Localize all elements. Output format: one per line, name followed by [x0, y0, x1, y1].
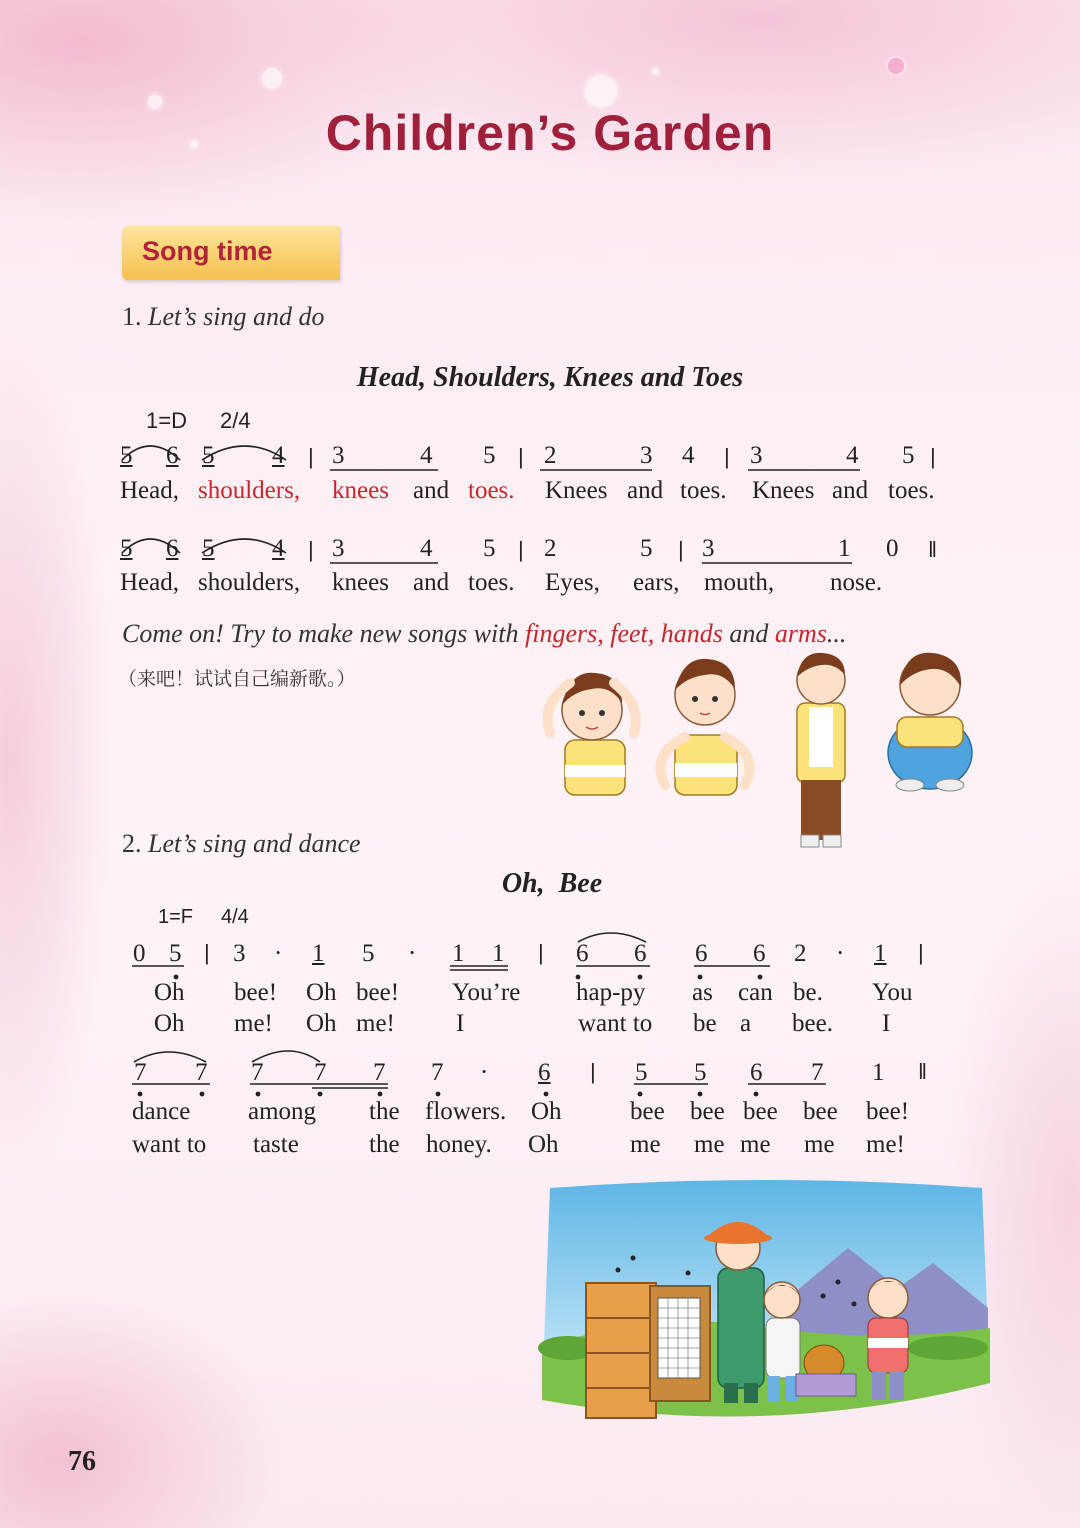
- part2-number: 2.: [122, 829, 142, 858]
- lyric: knees: [332, 569, 389, 596]
- lyric: bee!: [234, 979, 278, 1006]
- lyric: a: [740, 1010, 752, 1037]
- note-dot: ·: [274, 940, 283, 967]
- lyric: bee.: [792, 1010, 833, 1037]
- bar-line: |: [204, 940, 210, 965]
- bar-line: |: [918, 940, 924, 965]
- lyric: be.: [793, 979, 823, 1006]
- lyric: dance: [132, 1098, 191, 1125]
- bar-line: |: [590, 1059, 596, 1084]
- lyric: among: [248, 1098, 317, 1125]
- note: 6: [166, 442, 179, 469]
- beekeeping-illustration: [538, 1178, 994, 1422]
- note: 5: [120, 442, 133, 469]
- lyric: bee: [630, 1098, 665, 1125]
- note: 2: [544, 535, 557, 562]
- note: 1: [838, 535, 851, 562]
- bar-line: |: [930, 444, 936, 469]
- lyric: You’re: [452, 979, 521, 1006]
- prompt-text: ...: [826, 619, 847, 648]
- lyric: Oh: [306, 1010, 337, 1037]
- lyric: You: [872, 979, 913, 1006]
- note: 5: [483, 535, 496, 562]
- song1-key: 1=D: [146, 408, 187, 433]
- prompt-highlight: feet,: [610, 619, 655, 648]
- lyric: Head,: [120, 569, 179, 596]
- note: 6: [695, 940, 708, 967]
- note: 7: [811, 1059, 824, 1086]
- part2-instruction: Let’s sing and dance: [148, 829, 361, 858]
- note: 6: [538, 1059, 551, 1086]
- note: 5: [640, 535, 653, 562]
- note: 0: [133, 940, 146, 967]
- lyric: toes.: [680, 477, 727, 504]
- lyric: shoulders,: [198, 569, 301, 596]
- lyric: and: [413, 477, 450, 504]
- lyric-highlight: toes.: [468, 477, 515, 504]
- lyric-highlight: shoulders,: [198, 477, 301, 504]
- note: 4: [420, 535, 433, 562]
- note: 5: [635, 1059, 648, 1086]
- bar-line: |: [518, 444, 524, 469]
- lyric: Head,: [120, 477, 179, 504]
- lyric: toes.: [468, 569, 515, 596]
- note: 2: [544, 442, 557, 469]
- prompt-highlight: fingers,: [525, 619, 604, 648]
- lyric: Oh: [306, 979, 337, 1006]
- lyric: taste: [253, 1131, 299, 1158]
- lyric: me!: [356, 1010, 395, 1037]
- bar-line: |: [518, 537, 524, 562]
- lyric: bee!: [356, 979, 400, 1006]
- note: 4: [420, 442, 433, 469]
- note: 6: [634, 940, 647, 967]
- lyric: I: [456, 1010, 465, 1037]
- note: 6: [576, 940, 589, 967]
- part1-number: 1.: [122, 302, 142, 331]
- lyric: Oh: [528, 1131, 559, 1158]
- lyric: the: [369, 1098, 400, 1125]
- lyric: hap-py: [576, 979, 646, 1006]
- note: 7: [373, 1059, 386, 1086]
- section-tag-label: Song time: [142, 236, 273, 266]
- song2-title: Oh, Bee: [501, 868, 603, 899]
- note: 4: [846, 442, 859, 469]
- lyric: the: [369, 1131, 400, 1158]
- prompt-text: Come on! Try to make new songs with: [122, 619, 525, 648]
- end-bar-line: ‖: [928, 537, 938, 562]
- note: 6: [750, 1059, 763, 1086]
- lyric: toes.: [888, 477, 935, 504]
- page-title: Children’s Garden: [325, 105, 775, 161]
- lyric: Oh: [531, 1098, 562, 1125]
- note: 7: [195, 1059, 208, 1086]
- song2-time: 4/4: [221, 906, 249, 928]
- lyric: Knees: [752, 477, 815, 504]
- note: 2: [794, 940, 807, 967]
- note: 3: [332, 535, 345, 562]
- note: 7: [431, 1059, 444, 1086]
- prompt-text: and: [722, 619, 775, 648]
- note: 7: [251, 1059, 264, 1086]
- lyric: as: [692, 979, 713, 1006]
- note: 1: [312, 940, 325, 967]
- lyric: and: [413, 569, 450, 596]
- prompt-highlight: hands: [660, 619, 723, 648]
- lyric: me!: [234, 1010, 273, 1037]
- note: 1: [872, 1059, 885, 1086]
- lyric: bee: [690, 1098, 725, 1125]
- lyric: want to: [578, 1010, 653, 1037]
- prompt-highlight: arms: [774, 619, 827, 648]
- lyric: I: [882, 1010, 891, 1037]
- song2-key: 1=F: [158, 906, 194, 928]
- lyric: bee: [743, 1098, 778, 1125]
- note: 1: [874, 940, 887, 967]
- lyric: flowers.: [425, 1098, 507, 1125]
- part1-instruction: Let’s sing and do: [148, 302, 325, 331]
- note: 5: [362, 940, 375, 967]
- note: 1: [492, 940, 505, 967]
- lyric: me: [694, 1131, 725, 1158]
- lyric: Eyes,: [545, 569, 600, 596]
- lyric: and: [832, 477, 869, 504]
- note: 4: [272, 535, 285, 562]
- lyric: want to: [132, 1131, 207, 1158]
- note: 7: [314, 1059, 327, 1086]
- note: 3: [750, 442, 763, 469]
- song1-time: 2/4: [220, 408, 251, 433]
- note: 3: [640, 442, 653, 469]
- lyric-highlight: knees: [332, 477, 389, 504]
- bar-line: |: [538, 940, 544, 965]
- lyric: me!: [866, 1131, 905, 1158]
- note: 3: [702, 535, 715, 562]
- bar-line: |: [308, 537, 314, 562]
- note: 3: [233, 940, 246, 967]
- lyric: mouth,: [704, 569, 775, 596]
- note: 5: [202, 442, 215, 469]
- note: 5: [169, 940, 182, 967]
- bar-line: |: [308, 444, 314, 469]
- lyric: me: [740, 1131, 771, 1158]
- note: 3: [332, 442, 345, 469]
- bar-line: |: [724, 444, 730, 469]
- lyric: and: [627, 477, 664, 504]
- note-dot: ·: [480, 1059, 489, 1086]
- note-dot: ·: [836, 940, 845, 967]
- lyric: bee!: [866, 1098, 910, 1125]
- note: 5: [902, 442, 915, 469]
- lyric: honey.: [426, 1131, 492, 1158]
- lyric: me: [804, 1131, 835, 1158]
- song1-title: Head, Shoulders, Knees and Toes: [356, 362, 744, 393]
- lyric: Oh: [154, 1010, 185, 1037]
- note: 4: [682, 442, 695, 469]
- note: 5: [694, 1059, 707, 1086]
- lyric: nose.: [830, 569, 883, 596]
- note: 5: [483, 442, 496, 469]
- note: 0: [886, 535, 899, 562]
- lyric: Knees: [545, 477, 608, 504]
- note: 7: [134, 1059, 147, 1086]
- note: 6: [753, 940, 766, 967]
- prompt-translation: （来吧！试试自己编新歌。）: [118, 668, 356, 690]
- note: 5: [120, 535, 133, 562]
- page-number: 76: [68, 1446, 96, 1477]
- lyric: can: [738, 979, 773, 1006]
- note: 4: [272, 442, 285, 469]
- note: 6: [166, 535, 179, 562]
- lyric: ears,: [633, 569, 680, 596]
- lyric: Oh: [154, 979, 185, 1006]
- note-dot: ·: [408, 940, 417, 967]
- bar-line: |: [678, 537, 684, 562]
- end-bar-line: ‖: [918, 1059, 928, 1084]
- lyric: be: [693, 1010, 717, 1037]
- lyric: bee: [803, 1098, 838, 1125]
- note: 1: [452, 940, 465, 967]
- lyric: me: [630, 1131, 661, 1158]
- note: 5: [202, 535, 215, 562]
